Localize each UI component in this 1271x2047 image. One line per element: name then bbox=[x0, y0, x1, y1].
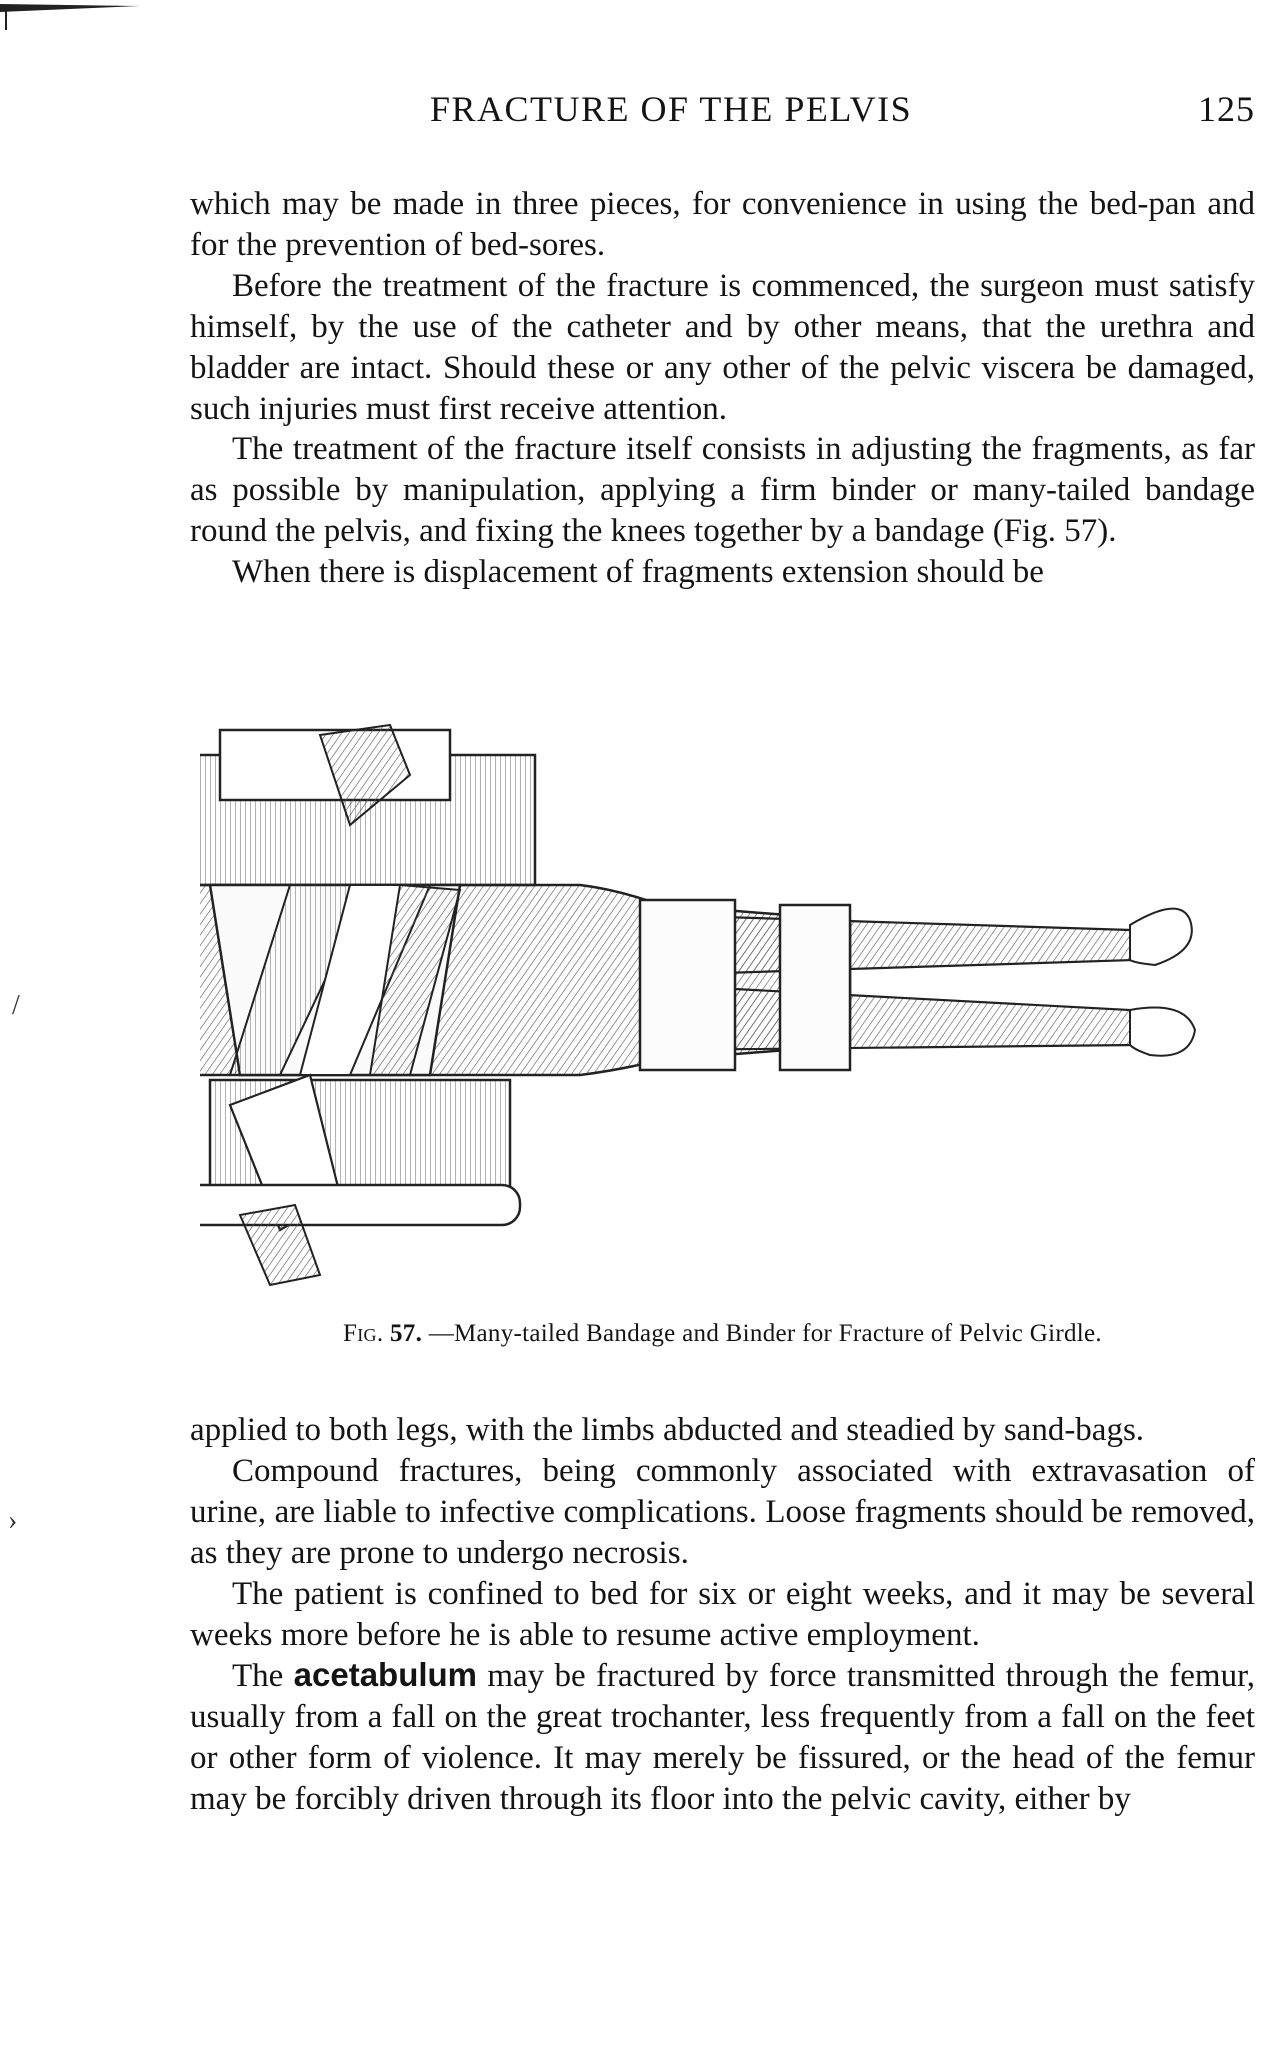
paragraph: The treatment of the fracture itself consists in adjusting the fragments, as far as possible by manipulation, applying a firm binder or many-tailed bandage round the pelvis, and fixing the knees together by a bandage (Fig. 57). bbox=[190, 431, 1255, 550]
figure-number: 57. bbox=[389, 1320, 423, 1347]
text-block-bottom bbox=[190, 1410, 1255, 1820]
figure-illustration bbox=[200, 715, 1240, 1315]
paragraph: applied to both legs, with the limbs abducted and steadied by sand-bags. bbox=[190, 1412, 1145, 1448]
page-corner-mark bbox=[0, 0, 150, 30]
term-acetabulum: acetabulum bbox=[293, 1656, 478, 1694]
paragraph: When there is displacement of fragments extension should be bbox=[232, 554, 1044, 591]
paragraph-rest: may be fractured by force transmitted through the femur, usually from a fall on the great trochanter, less frequently from a fall on the feet or other form of violence. It may merely be fissured, or the head of the femur may be forcibly driven through its floor into the pelvic cavity, either by bbox=[190, 1658, 1255, 1818]
paragraph bbox=[190, 1655, 1255, 1820]
figure-caption-text: —Many-tailed Bandage and Binder for Fracture of Pelvic Girdle. bbox=[428, 1320, 1102, 1347]
paragraph: which may be made in three pieces, for convenience in using the bed-pan and for the prevention of bed-sores. bbox=[190, 186, 1255, 263]
text-block-top bbox=[190, 184, 1255, 593]
page-number: 125 bbox=[1198, 89, 1255, 129]
paragraph: Before the treatment of the fracture is commenced, the surgeon must satisfy himself, by the use of the catheter and by other means, that the urethra and bladder are intact. Should these or any other of the pelvic viscera be damaged, such injuries must first receive attention. bbox=[190, 267, 1255, 427]
bandaged-patient-drawing bbox=[200, 715, 1240, 1315]
margin-mark: › bbox=[8, 1505, 18, 1536]
paragraph-lead: The bbox=[232, 1658, 294, 1695]
figure-caption bbox=[190, 1320, 1255, 1348]
figure-label: Fig. bbox=[343, 1320, 384, 1347]
running-header bbox=[190, 88, 1255, 138]
margin-mark: / bbox=[12, 990, 20, 1021]
running-title: FRACTURE OF THE PELVIS bbox=[430, 89, 913, 129]
paragraph: The patient is confined to bed for six or eight weeks, and it may be several weeks more before he is able to resume active employment. bbox=[190, 1575, 1255, 1653]
paragraph: Compound fractures, being commonly associated with extravasation of urine, are liable to infective complications. Loose fragments should be removed, as they are prone to undergo necrosis. bbox=[190, 1452, 1255, 1571]
